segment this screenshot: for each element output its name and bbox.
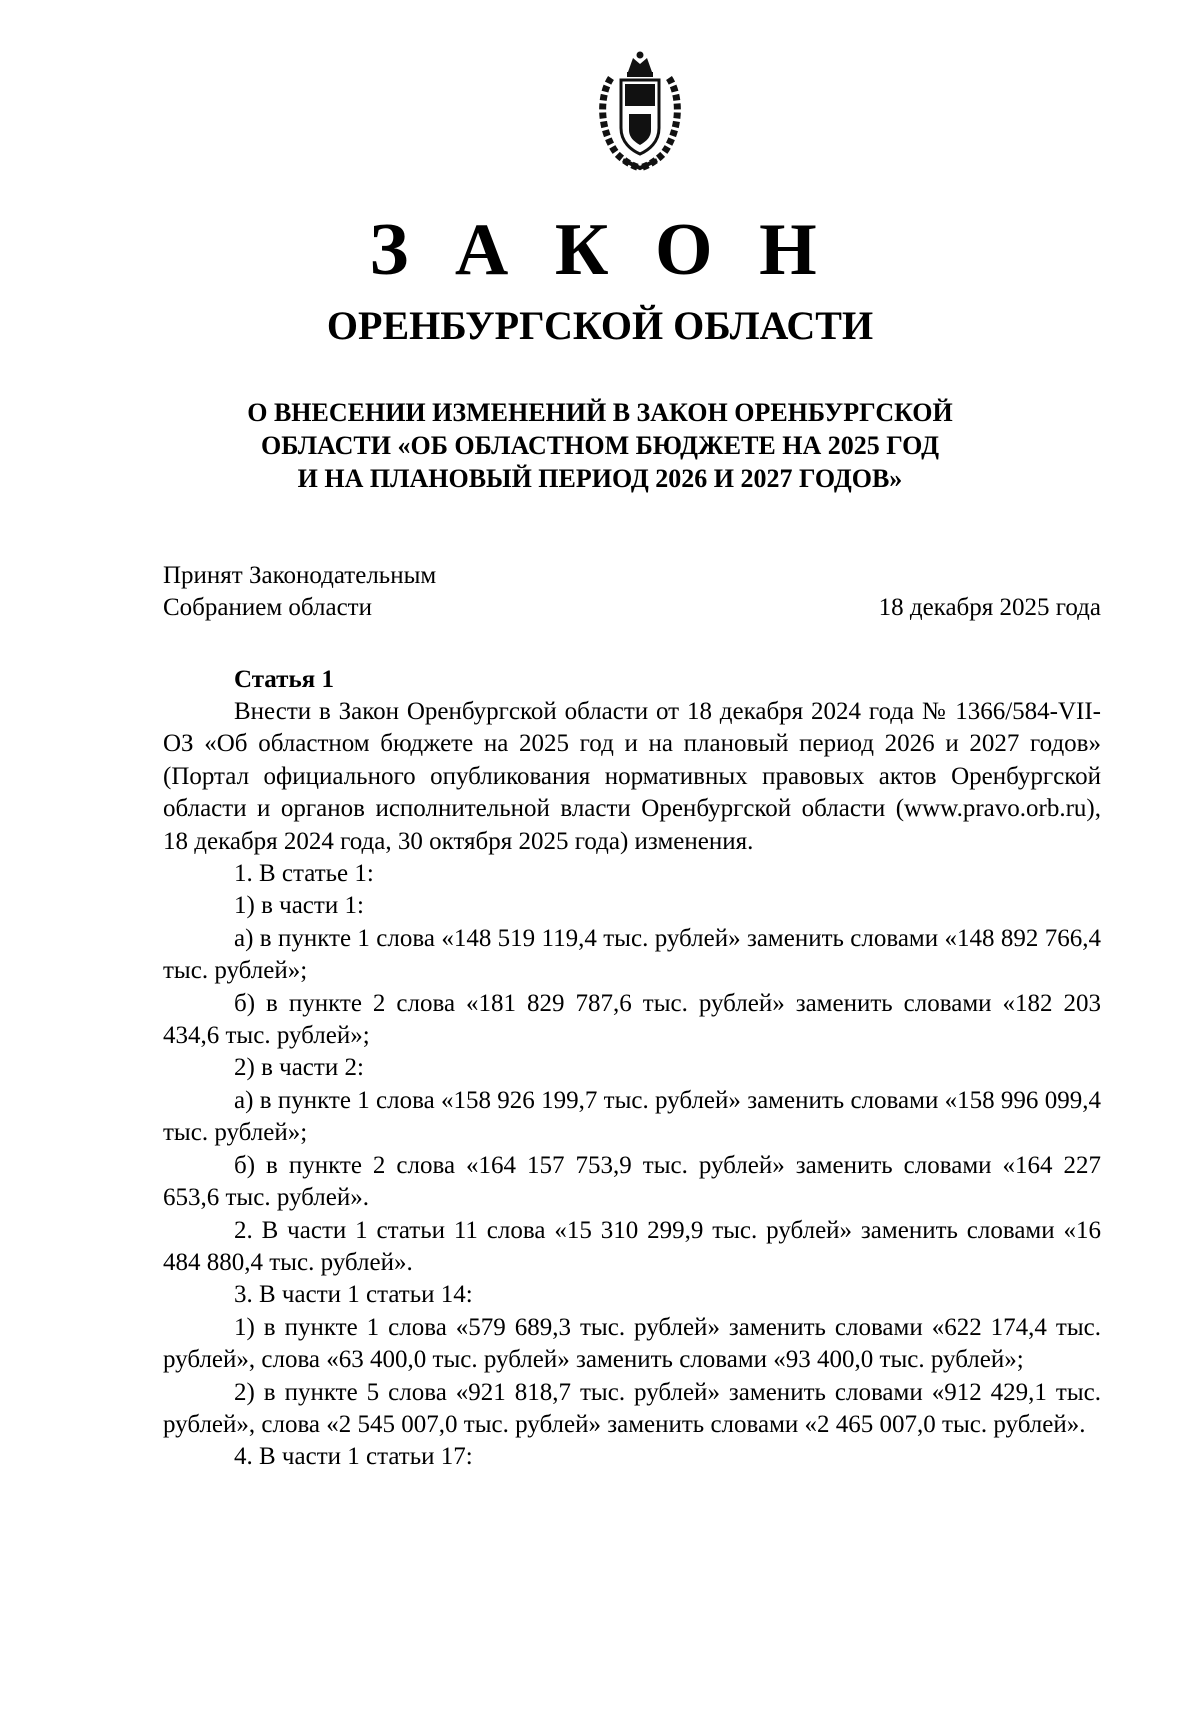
article-heading: Статья 1 — [234, 666, 334, 693]
adoption-line: Собранием области — [163, 594, 372, 621]
article-paragraph: 2) в пункте 5 слова «921 818,7 тыс. рублей» заменить словами «912 429,1 тыс. рублей», слова «2 545 007,0 тыс. рублей» заменить словами «2 465 007,0 тыс. рублей». — [163, 1378, 1101, 1438]
article-paragraph: Внести в Закон Оренбургской области от 18 декабря 2024 года № 1366/584-VII-ОЗ «Об областном бюджете на 2025 год и на плановый период 2026 и 2027 годов» (Портал официального опубликования нормативных правовых актов Оренбургской области и органов исполнительной власти Оренбургской области (www.pravo.orb.ru), 18 декабря 2024 года, 30 октября 2025 года) изменения. — [163, 698, 1101, 855]
law-name-line: ОБЛАСТИ «ОБ ОБЛАСТНОМ БЮДЖЕТЕ НА 2025 ГОД — [261, 431, 939, 460]
article-paragraph: б) в пункте 2 слова «181 829 787,6 тыс. рублей» заменить словами «182 203 434,6 тыс. рублей»; — [163, 989, 1101, 1050]
law-name-line: О ВНЕСЕНИИ ИЗМЕНЕНИЙ В ЗАКОН ОРЕНБУРГСКОЙ — [247, 398, 953, 427]
adoption-date: 18 декабря 2025 года — [878, 594, 1101, 621]
coat-of-arms-emblem — [593, 50, 687, 172]
article-paragraph: 1. В статье 1: — [234, 860, 374, 888]
article-paragraph: б) в пункте 2 слова «164 157 753,9 тыс. рублей» заменить словами «164 227 653,6 тыс. рублей». — [163, 1151, 1101, 1212]
article-paragraph: а) в пункте 1 слова «148 519 119,4 тыс. рублей» заменить словами «148 892 766,4 тыс. рублей»; — [163, 924, 1101, 985]
adoption-block — [163, 560, 436, 624]
article-paragraph: 4. В части 1 статьи 17: — [234, 1443, 473, 1471]
article-paragraph: 3. В части 1 статьи 14: — [234, 1281, 473, 1309]
article-paragraph: 1) в пункте 1 слова «579 689,3 тыс. рублей» заменить словами «622 174,4 тыс. рублей», слова «63 400,0 тыс. рублей» заменить словами «93 400,0 тыс. рублей»; — [163, 1313, 1101, 1374]
law-name-line: И НА ПЛАНОВЫЙ ПЕРИОД 2026 И 2027 ГОДОВ» — [297, 464, 903, 493]
article-paragraph: а) в пункте 1 слова «158 926 199,7 тыс. рублей» заменить словами «158 996 099,4 тыс. рублей»; — [163, 1086, 1101, 1147]
document-subtitle: ОРЕНБУРГСКОЙ ОБЛАСТИ — [326, 303, 874, 348]
article-paragraph: 2. В части 1 статьи 11 слова «15 310 299,9 тыс. рублей» заменить словами «16 484 880,4 тыс. рублей». — [163, 1216, 1101, 1276]
article-body — [163, 696, 1101, 1474]
adoption-line: Принят Законодательным — [163, 562, 437, 589]
article-paragraph: 1) в части 1: — [234, 892, 364, 920]
document-title: З А К О Н — [369, 209, 831, 291]
law-name — [180, 396, 1020, 495]
article-paragraph: 2) в части 2: — [234, 1054, 364, 1082]
